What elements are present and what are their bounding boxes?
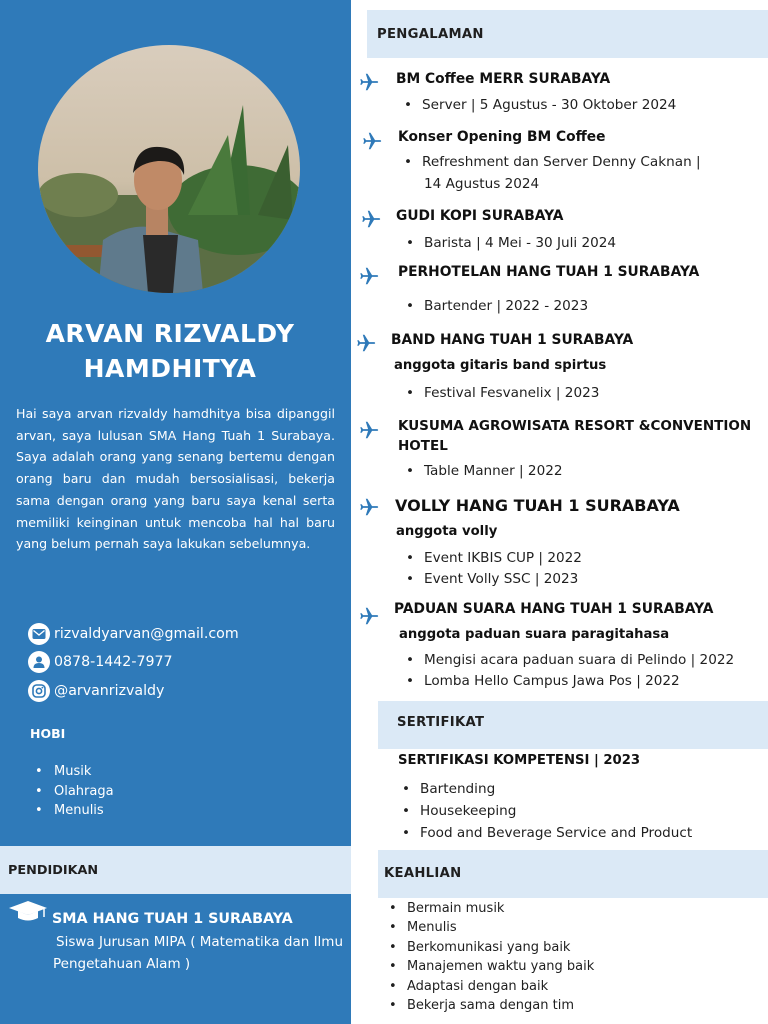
name-line-2: HAMDHITYA: [83, 354, 257, 383]
exp-bullets: [402, 95, 676, 116]
graduation-cap-icon: [8, 900, 48, 926]
exp-bullets: [404, 650, 734, 691]
exp-bullets: [404, 548, 582, 589]
list-item: • Bermain musik: [387, 899, 594, 918]
exp-title-line-1: KUSUMA AGROWISATA RESORT &CONVENTION: [398, 418, 752, 434]
list-item: • Food and Beverage Service and Product: [400, 822, 692, 844]
list-item: • Manajemen waktu yang baik: [387, 957, 594, 976]
list-item: • Lomba Hello Campus Jawa Pos | 2022: [404, 671, 734, 692]
exp-title: BAND HANG TUAH 1 SURABAYA: [391, 332, 634, 348]
exp-subtitle: anggota volly: [396, 524, 498, 539]
phone-text[interactable]: 0878-1442-7977: [54, 654, 173, 670]
exp-bullets: [404, 296, 588, 317]
name-line-1: ARVAN RIZVALDY: [45, 319, 295, 348]
email-icon: [28, 623, 50, 645]
list-item: • Mengisi acara paduan suara di Pelindo | 2022: [404, 650, 734, 671]
person-icon: [28, 651, 50, 673]
contact-phone[interactable]: [28, 650, 173, 674]
instagram-icon: [28, 680, 50, 702]
pendidikan-title: PENDIDIKAN: [8, 863, 99, 878]
exp-bullets: [404, 233, 616, 254]
exp-bullet-continuation: 14 Agustus 2024: [424, 176, 540, 192]
school-major: Siswa Jurusan MIPA ( Matematika dan Ilmu Pengetahuan Alam ): [53, 934, 344, 972]
list-item: • Adaptasi dengan baik: [387, 977, 594, 996]
list-item: • Menulis: [387, 918, 594, 937]
pengalaman-title: PENGALAMAN: [377, 27, 484, 42]
sertifikat-title: SERTIFIKAT: [397, 715, 485, 730]
airplane-icon: [355, 332, 377, 354]
list-item: • Refreshment dan Server Denny Caknan |: [402, 152, 701, 173]
exp-title: GUDI KOPI SURABAYA: [396, 208, 564, 224]
list-item: • Bartender | 2022 - 2023: [404, 296, 588, 317]
list-item: • Festival Fesvanelix | 2023: [404, 383, 599, 404]
exp-title-line-2: HOTEL: [398, 437, 448, 454]
exp-bullets: [404, 383, 599, 404]
hobi-title: HOBI: [30, 726, 66, 741]
sertifikat-heading: SERTIFIKASI KOMPETENSI | 2023: [398, 753, 641, 768]
exp-bullets: [402, 152, 701, 173]
school-name: SMA HANG TUAH 1 SURABAYA: [52, 911, 293, 927]
exp-title: BM Coffee MERR SURABAYA: [396, 71, 611, 87]
list-item: • Event Volly SSC | 2023: [404, 569, 582, 590]
keahlian-title: KEAHLIAN: [384, 866, 462, 881]
list-item: • Event IKBIS CUP | 2022: [404, 548, 582, 569]
exp-title: PERHOTELAN HANG TUAH 1 SURABAYA: [398, 264, 700, 280]
full-name: [0, 316, 340, 386]
keahlian-list: [387, 899, 594, 1015]
about-text: Hai saya arvan rizvaldy hamdhitya bisa dipanggil arvan, saya lulusan SMA Hang Tuah 1 Surabaya. Saya adalah orang yang senang bertemu dengan orang baru dan mudah bersosialisasi, bekerja sama dengan orang yang baru saya kenal serta memiliki keinginan untuk mencoba hal hal baru yang belum pernah saya lakukan sebelumnya.: [16, 406, 335, 552]
list-item: • Olahraga: [35, 782, 114, 802]
airplane-icon: [358, 605, 380, 627]
exp-title: [398, 417, 751, 456]
profile-photo: [38, 45, 300, 293]
exp-title: VOLLY HANG TUAH 1 SURABAYA: [395, 496, 680, 515]
list-item: • Menulis: [35, 801, 114, 821]
contact-instagram[interactable]: [28, 679, 164, 703]
hobi-list: [35, 762, 114, 821]
email-text[interactable]: rizvaldyarvan@gmail.com: [54, 626, 239, 642]
list-item: • Housekeeping: [400, 800, 692, 822]
exp-subtitle: anggota gitaris band spirtus: [394, 358, 607, 373]
list-item: • Musik: [35, 762, 114, 782]
airplane-icon: [358, 496, 380, 518]
airplane-icon: [358, 419, 380, 441]
list-item: • Berkomunikasi yang baik: [387, 938, 594, 957]
exp-bullets: [404, 461, 563, 482]
exp-title: Konser Opening BM Coffee: [398, 129, 606, 145]
sertifikat-list: [400, 778, 692, 844]
list-item: • Bekerja sama dengan tim: [387, 996, 594, 1015]
list-item: • Server | 5 Agustus - 30 Oktober 2024: [402, 95, 676, 116]
list-item: • Table Manner | 2022: [404, 461, 563, 482]
airplane-icon: [358, 265, 380, 287]
airplane-icon: [358, 71, 380, 93]
airplane-icon: [360, 208, 382, 230]
exp-subtitle: anggota paduan suara paragitahasa: [399, 627, 670, 642]
airplane-icon: [361, 130, 383, 152]
list-item: • Bartending: [400, 778, 692, 800]
list-item: • Barista | 4 Mei - 30 Juli 2024: [404, 233, 616, 254]
instagram-text[interactable]: @arvanrizvaldy: [54, 683, 165, 699]
contact-email[interactable]: [28, 622, 239, 646]
exp-title: PADUAN SUARA HANG TUAH 1 SURABAYA: [394, 601, 714, 617]
